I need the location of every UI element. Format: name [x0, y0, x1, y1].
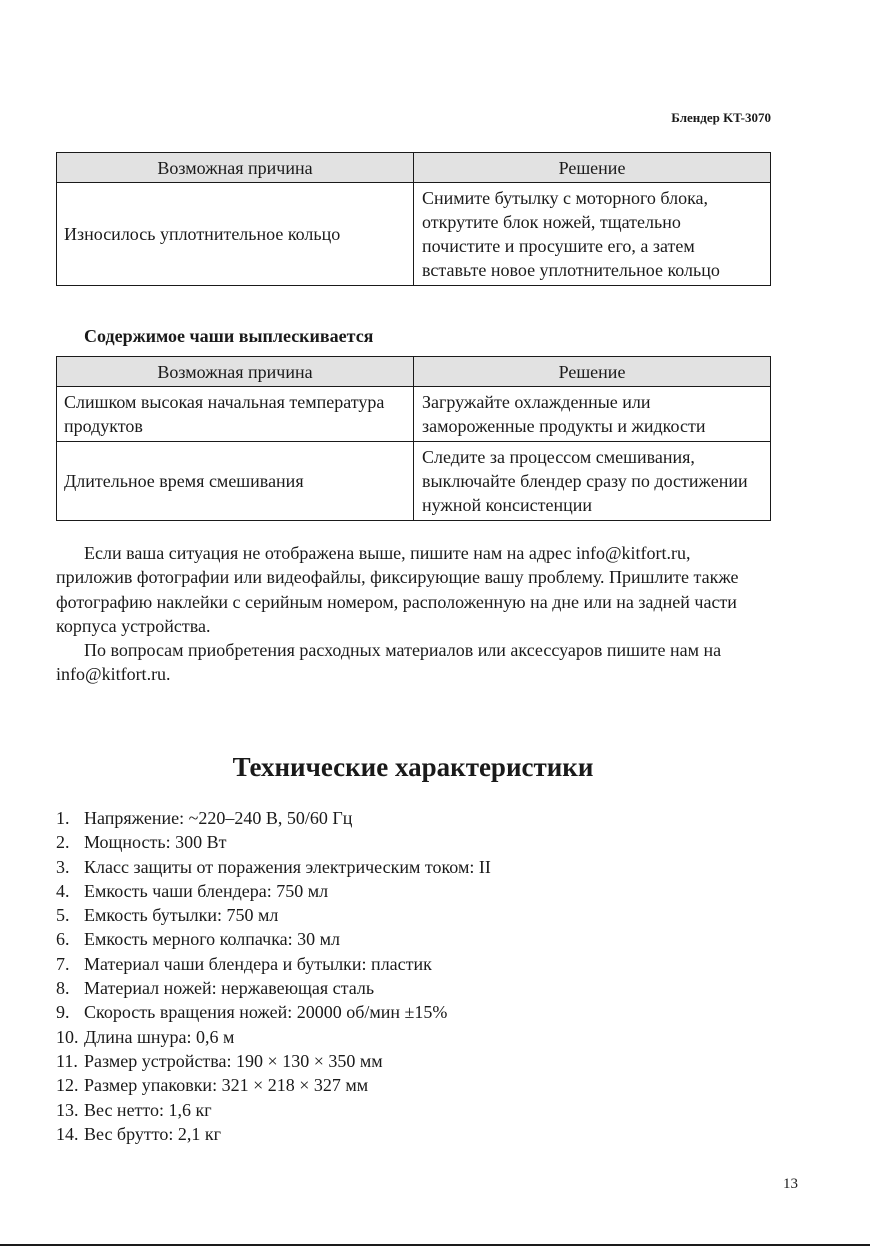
spec-number: 1. [56, 808, 70, 828]
page-number: 13 [783, 1176, 798, 1192]
spec-item [56, 1098, 771, 1122]
table-row [57, 387, 771, 442]
spec-item [56, 830, 771, 854]
spec-text: Размер упаковки: 321 × 218 × 327 мм [84, 1075, 369, 1096]
spec-number: 8. [56, 978, 70, 999]
spec-item [56, 879, 771, 903]
running-header: Блендер KT-3070 [671, 110, 771, 125]
table-header-row [57, 357, 771, 387]
spec-item [56, 806, 771, 830]
spec-item [56, 1073, 771, 1097]
spec-number: 12. [56, 1075, 79, 1096]
spec-text: Размер устройства: 190 × 130 × 350 мм [84, 1050, 383, 1071]
troubleshooting-table-seal [56, 152, 771, 286]
spec-number: 11. [56, 1050, 78, 1071]
bottom-rule [0, 1244, 870, 1246]
spec-number: 5. [56, 905, 70, 926]
spec-item [56, 855, 771, 879]
spec-number: 2. [56, 832, 70, 853]
spec-item [56, 976, 771, 1000]
table-row [57, 183, 771, 286]
spec-text: Емкость чаши блендера: 750 мл [84, 880, 329, 901]
troubleshooting-table-splashing [56, 356, 771, 521]
paragraph: Если ваша ситуация не отображена выше, пишите нам на адрес info@kitfort.ru, приложив фотографии или видеофайлы, фиксирующие вашу проблему. Пришлите также фотографию наклейки с серийным номером, расположенную на дне или на задней части корпуса устройства. [56, 543, 739, 636]
spec-item [56, 903, 771, 927]
spec-text: Длина шнура: 0,6 м [84, 1026, 235, 1047]
spec-number: 3. [56, 856, 70, 877]
contact-info [56, 541, 771, 687]
cause-cell: Длительное время смешивания [57, 442, 414, 521]
spec-text: Скорость вращения ножей: 20000 об/мин ±15% [84, 1002, 448, 1023]
column-header-cause: Возможная причина [57, 357, 414, 387]
solution-cell: Следите за процессом смешивания, выключайте блендер сразу по достижении нужной консистенции [414, 442, 771, 521]
spec-text: Мощность: 300 Вт [84, 832, 227, 853]
spec-number: 9. [56, 1002, 70, 1023]
specs-title: Технические характеристики [232, 752, 594, 782]
spec-item [56, 1122, 771, 1146]
spec-text: Класс защиты от поражения электрическим током: II [84, 856, 491, 877]
spec-number: 7. [56, 953, 70, 974]
specs-list [56, 806, 771, 1146]
section-heading: Содержимое чаши выплескивается [84, 326, 374, 346]
spec-text: Емкость мерного колпачка: 30 мл [84, 929, 341, 950]
table-header-row [57, 153, 771, 183]
spec-text: Вес брутто: 2,1 кг [84, 1123, 221, 1144]
spec-number: 6. [56, 929, 70, 950]
spec-number: 4. [56, 880, 70, 901]
cause-cell: Слишком высокая начальная температура продуктов [57, 387, 414, 442]
column-header-solution: Решение [414, 153, 771, 183]
spec-item [56, 927, 771, 951]
spec-text: Материал чаши блендера и бутылки: пластик [84, 953, 432, 974]
spec-item [56, 1049, 771, 1073]
paragraph: По вопросам приобретения расходных материалов или аксессуаров пишите нам на info@kitfort.ru. [56, 640, 722, 685]
spec-item [56, 1025, 771, 1049]
cause-cell: Износилось уплотнительное кольцо [57, 183, 414, 286]
spec-number: 10. [56, 1026, 79, 1047]
spec-number: 13. [56, 1099, 79, 1120]
column-header-solution: Решение [414, 357, 771, 387]
spec-item [56, 952, 771, 976]
table-row [57, 442, 771, 521]
spec-text: Материал ножей: нержавеющая сталь [84, 978, 375, 999]
solution-cell: Загружайте охлажденные или замороженные продукты и жидкости [414, 387, 771, 442]
column-header-cause: Возможная причина [57, 153, 414, 183]
solution-cell: Снимите бутылку с моторного блока, открутите блок ножей, тщательно почистите и просушите его, а затем вставьте новое уплотнительное кольцо [414, 183, 771, 286]
spec-number: 14. [56, 1123, 79, 1144]
spec-text: Напряжение: ~220–240 В, 50/60 Гц [84, 808, 353, 828]
spec-item [56, 1000, 771, 1024]
spec-text: Емкость бутылки: 750 мл [84, 905, 279, 926]
spec-text: Вес нетто: 1,6 кг [84, 1099, 212, 1120]
